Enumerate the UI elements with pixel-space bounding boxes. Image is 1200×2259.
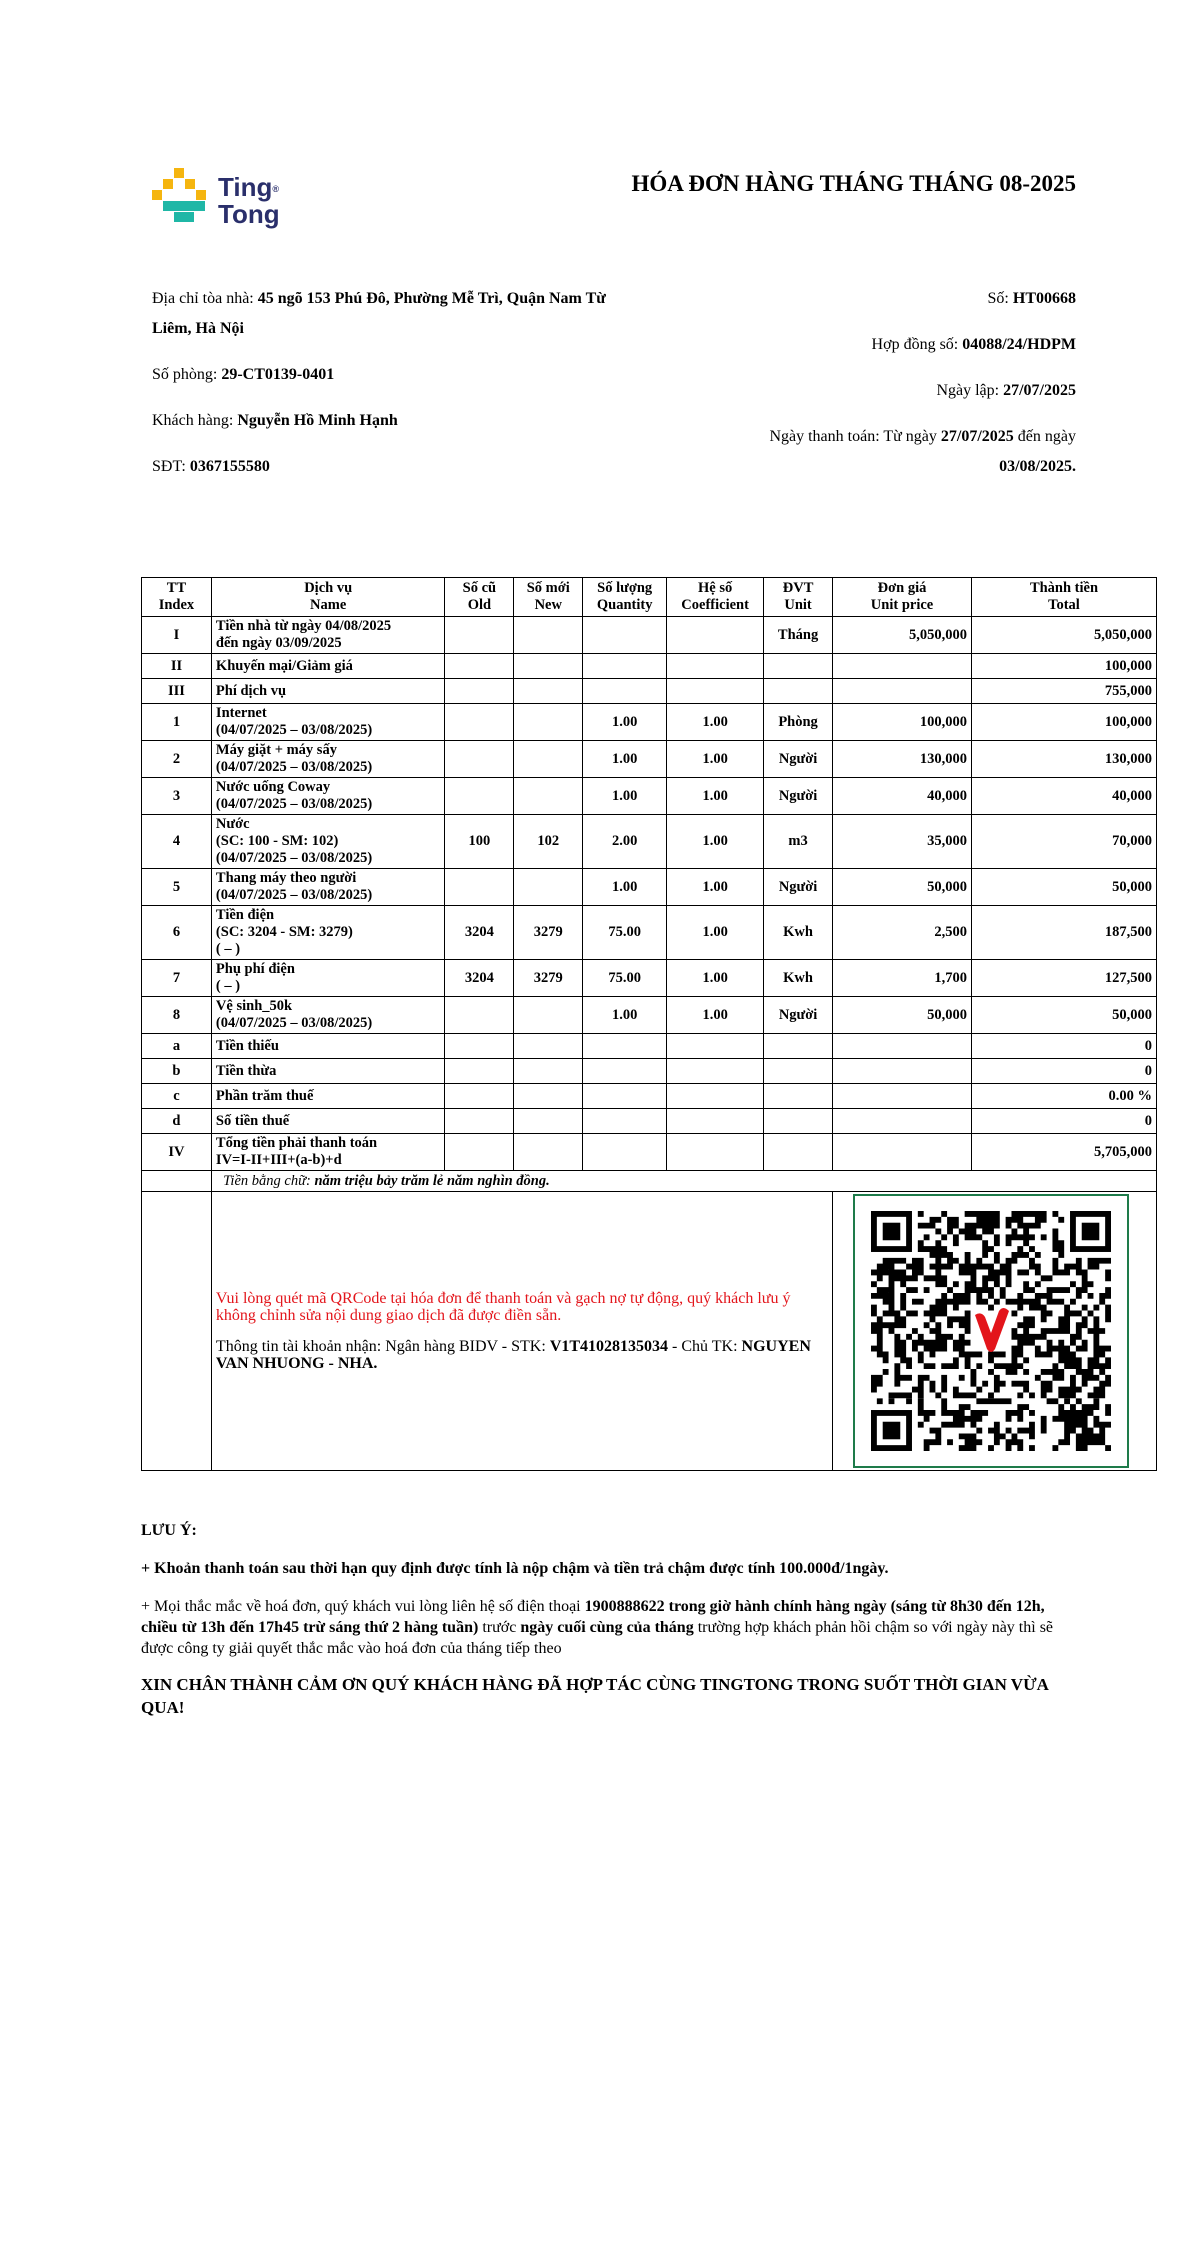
contact-suffix: trường hợp khách phản hồi chậm so với ngày này thì sẽ được công ty giải quyết thắc mắc vào hoá đơn của tháng tiếp theo — [141, 1619, 1054, 1657]
invoice-title: HÓA ĐƠN HÀNG THÁNG THÁNG 08-2025 — [631, 171, 1076, 196]
row-index: 7 — [142, 960, 212, 997]
service-name-line: (04/07/2025 – 03/08/2025) — [215, 850, 373, 866]
row-quantity: 2.00 — [583, 815, 667, 869]
row-total: 0 — [972, 1059, 1157, 1084]
row-unit — [764, 1034, 833, 1059]
invoice-number-label: Số: — [987, 290, 1013, 307]
row-total: 0 — [972, 1034, 1157, 1059]
row-coefficient — [667, 1059, 764, 1084]
room-label: Số phòng: — [152, 366, 222, 383]
thank-you-note: XIN CHÂN THÀNH CẢM ƠN QUÝ KHÁCH HÀNG ĐÃ HỢP TÁC CÙNG TINGTONG TRONG SUỐT THỜI GIAN VỪA QUA! — [141, 1675, 1048, 1717]
words-empty-cell — [142, 1171, 212, 1192]
amount-in-words-row — [142, 1171, 1157, 1192]
table-row — [142, 617, 1157, 654]
contact-mid: trước — [478, 1619, 521, 1636]
qr-finder-pattern — [874, 1214, 909, 1249]
table-body — [142, 617, 1157, 1171]
row-unit-price: 1,700 — [833, 960, 972, 997]
row-index: 6 — [142, 906, 212, 960]
row-unit — [764, 1109, 833, 1134]
row-service-name — [211, 654, 445, 679]
row-total: 127,500 — [972, 960, 1157, 997]
issue-date-value: 27/07/2025 — [1003, 382, 1076, 399]
amount-in-words — [211, 1171, 1156, 1192]
row-coefficient — [667, 654, 764, 679]
customer-value: Nguyễn Hồ Minh Hạnh — [237, 412, 398, 429]
service-name-line: Nước — [215, 816, 250, 832]
invoice-table — [141, 577, 1157, 1471]
row-new-reading — [514, 778, 583, 815]
row-old-reading — [445, 741, 514, 778]
service-name-line: Phần trăm thuế — [215, 1087, 314, 1104]
row-total: 0 — [972, 1109, 1157, 1134]
qr-finder-pattern — [874, 1413, 909, 1448]
payment-qr-code-icon[interactable] — [871, 1211, 1111, 1451]
row-unit: Người — [764, 741, 833, 778]
row-new-reading — [514, 617, 583, 654]
row-coefficient — [667, 1034, 764, 1059]
row-total: 70,000 — [972, 815, 1157, 869]
account-prefix: Thông tin tài khoản nhận: Ngân hàng BIDV - STK: — [215, 1338, 550, 1355]
row-quantity — [583, 1084, 667, 1109]
row-coefficient: 1.00 — [667, 778, 764, 815]
qr-center-logo-icon — [975, 1308, 1009, 1352]
row-coefficient — [667, 1084, 764, 1109]
row-unit-price: 50,000 — [833, 997, 972, 1034]
row-index: 3 — [142, 778, 212, 815]
column-header — [583, 578, 667, 617]
address-label: Địa chỉ tòa nhà: — [152, 290, 258, 307]
customer-info — [152, 284, 642, 482]
logo-mark-icon — [152, 168, 214, 230]
holder-prefix: - Chủ TK: — [668, 1338, 742, 1355]
row-service-name — [211, 997, 445, 1034]
service-name-line: Phí dịch vụ — [215, 682, 287, 699]
row-total: 755,000 — [972, 679, 1157, 704]
column-header-label: Đơn giá — [877, 580, 927, 596]
service-name-line: (04/07/2025 – 03/08/2025) — [215, 887, 373, 903]
service-name-line: (04/07/2025 – 03/08/2025) — [215, 722, 373, 738]
table-row — [142, 778, 1157, 815]
row-service-name — [211, 741, 445, 778]
contract-label: Hợp đồng số: — [871, 336, 963, 353]
issue-date-label: Ngày lập: — [936, 382, 1004, 399]
payment-period-line — [606, 422, 1076, 482]
service-name-line: Tiền thừa — [215, 1062, 277, 1079]
issue-date-line — [606, 376, 1076, 406]
row-unit-price: 40,000 — [833, 778, 972, 815]
service-name-line: Tiền điện — [215, 907, 275, 923]
row-new-reading: 3279 — [514, 906, 583, 960]
logo-line1: Ting — [218, 172, 273, 202]
phone-label: SĐT: — [152, 458, 190, 475]
notes-title: LƯU Ý: — [141, 1522, 197, 1539]
column-header-label: Thành tiền — [1029, 580, 1099, 596]
row-total: 100,000 — [972, 654, 1157, 679]
words-value: năm triệu bảy trăm lẻ năm nghìn đồng. — [314, 1172, 550, 1189]
room-value: 29-CT0139-0401 — [221, 366, 335, 383]
row-total: 187,500 — [972, 906, 1157, 960]
row-quantity: 1.00 — [583, 778, 667, 815]
service-name-line: (04/07/2025 – 03/08/2025) — [215, 759, 373, 775]
room-line — [152, 360, 642, 390]
row-unit: Người — [764, 778, 833, 815]
qr-note: Vui lòng quét mã QRCode tại hóa đơn để thanh toán và gạch nợ tự động, quý khách lưu ý không chỉnh sửa nội dung giao dịch đã được điền sẵn. — [215, 1290, 791, 1324]
row-unit-price — [833, 1034, 972, 1059]
row-service-name — [211, 704, 445, 741]
logo-line2: Tong — [218, 199, 280, 229]
service-name-line: Thang máy theo người — [215, 870, 357, 886]
row-unit-price: 35,000 — [833, 815, 972, 869]
column-header-sublabel: Total — [1048, 597, 1080, 613]
row-unit: m3 — [764, 815, 833, 869]
row-quantity — [583, 679, 667, 704]
column-header — [514, 578, 583, 617]
row-total: 100,000 — [972, 704, 1157, 741]
service-name-line: Nước uống Coway — [215, 779, 331, 795]
row-new-reading: 3279 — [514, 960, 583, 997]
row-quantity — [583, 654, 667, 679]
column-header-label: Số lượng — [597, 580, 653, 596]
address-value: 45 ngõ 153 Phú Đô, Phường Mễ Trì, Quận Nam Từ Liêm, Hà Nội — [152, 290, 606, 337]
table-row — [142, 906, 1157, 960]
row-old-reading — [445, 1084, 514, 1109]
logo-wordmark — [218, 174, 280, 228]
row-coefficient: 1.00 — [667, 815, 764, 869]
row-quantity: 1.00 — [583, 997, 667, 1034]
tingtong-logo — [152, 168, 302, 232]
row-new-reading — [514, 654, 583, 679]
service-name-line: (04/07/2025 – 03/08/2025) — [215, 1015, 373, 1031]
row-quantity: 75.00 — [583, 960, 667, 997]
row-coefficient: 1.00 — [667, 906, 764, 960]
column-header-sublabel: Quantity — [596, 597, 653, 613]
row-unit: Phòng — [764, 704, 833, 741]
customer-label: Khách hàng: — [152, 412, 238, 429]
phone-line — [152, 452, 642, 482]
row-unit: Người — [764, 869, 833, 906]
row-service-name — [211, 1084, 445, 1109]
row-quantity: 1.00 — [583, 704, 667, 741]
row-unit-price: 5,050,000 — [833, 617, 972, 654]
row-new-reading — [514, 1059, 583, 1084]
row-old-reading — [445, 679, 514, 704]
row-unit: Kwh — [764, 906, 833, 960]
row-index: a — [142, 1034, 212, 1059]
contact-hotline: 1900888622 trong giờ hành chính hàng ngày (sáng từ 8h30 đến 12h, chiều từ 13h đến 17h45 trừ sáng thứ 2 hàng tuần) — [141, 1598, 1045, 1636]
service-name-line: (04/07/2025 – 03/08/2025) — [215, 796, 373, 812]
service-name-line: ( – ) — [215, 941, 241, 957]
invoice-meta — [606, 284, 1076, 482]
column-header-label: ĐVT — [782, 580, 814, 596]
column-header-label: Hệ số — [698, 580, 733, 596]
column-header-sublabel: Name — [310, 597, 347, 613]
service-name-line: Tiền nhà từ ngày 04/08/2025 — [215, 618, 392, 634]
late-payment-note: + Khoản thanh toán sau thời hạn quy định được tính là nộp chậm và tiền trả chậm được tính 100.000đ/1ngày. — [141, 1560, 889, 1577]
row-quantity — [583, 617, 667, 654]
column-header-label: Dịch vụ — [304, 580, 353, 596]
row-unit-price — [833, 1109, 972, 1134]
row-service-name — [211, 679, 445, 704]
row-service-name — [211, 1034, 445, 1059]
row-unit — [764, 1134, 833, 1171]
row-unit-price: 100,000 — [833, 704, 972, 741]
row-unit-price: 50,000 — [833, 869, 972, 906]
table-row — [142, 704, 1157, 741]
row-old-reading — [445, 704, 514, 741]
table-row — [142, 869, 1157, 906]
row-service-name — [211, 778, 445, 815]
column-header-sublabel: New — [534, 597, 562, 613]
row-old-reading — [445, 1059, 514, 1084]
table-header-row — [142, 578, 1157, 617]
table-row — [142, 1084, 1157, 1109]
service-name-line: Internet — [215, 705, 267, 721]
row-coefficient — [667, 1109, 764, 1134]
row-total: 40,000 — [972, 778, 1157, 815]
column-header-label: Số cũ — [462, 580, 497, 596]
service-name-line: Số tiền thuế — [215, 1112, 290, 1129]
row-unit-price — [833, 1059, 972, 1084]
contact-deadline: ngày cuối cùng của tháng — [520, 1619, 694, 1636]
row-total: 5,050,000 — [972, 617, 1157, 654]
row-coefficient — [667, 1134, 764, 1171]
table-row — [142, 1059, 1157, 1084]
row-coefficient — [667, 617, 764, 654]
table-footer — [142, 1171, 1157, 1471]
contact-prefix: + Mọi thắc mắc về hoá đơn, quý khách vui lòng liên hệ số điện thoại — [141, 1598, 585, 1615]
row-unit — [764, 679, 833, 704]
bank-account-info — [216, 1338, 828, 1372]
invoice-number-line — [606, 284, 1076, 314]
table-row — [142, 1109, 1157, 1134]
words-label: Tiền bằng chữ: — [223, 1172, 315, 1189]
row-service-name — [211, 617, 445, 654]
payment-to-value: 03/08/2025. — [999, 458, 1076, 475]
column-header — [211, 578, 445, 617]
row-index: c — [142, 1084, 212, 1109]
row-coefficient: 1.00 — [667, 704, 764, 741]
service-name-line: Tổng tiền phải thanh toán — [215, 1135, 378, 1151]
row-new-reading — [514, 1034, 583, 1059]
row-unit — [764, 1059, 833, 1084]
row-index: 8 — [142, 997, 212, 1034]
row-new-reading — [514, 1084, 583, 1109]
service-name-line: Phụ phí điện — [215, 961, 295, 977]
row-new-reading — [514, 997, 583, 1034]
row-service-name — [211, 906, 445, 960]
row-unit-price — [833, 1084, 972, 1109]
service-name-line: Vệ sinh_50k — [215, 998, 293, 1014]
row-index: 5 — [142, 869, 212, 906]
column-header — [972, 578, 1157, 617]
table-row — [142, 960, 1157, 997]
contact-note — [141, 1596, 1071, 1659]
row-quantity — [583, 1134, 667, 1171]
row-new-reading — [514, 679, 583, 704]
row-index: IV — [142, 1134, 212, 1171]
row-new-reading — [514, 704, 583, 741]
row-total: 0.00 % — [972, 1084, 1157, 1109]
table-row — [142, 1134, 1157, 1171]
payment-period-label: Ngày thanh toán: Từ ngày — [769, 428, 941, 445]
row-index: 1 — [142, 704, 212, 741]
row-index: I — [142, 617, 212, 654]
row-old-reading: 3204 — [445, 906, 514, 960]
phone-value: 0367155580 — [189, 458, 270, 475]
table-row — [142, 815, 1157, 869]
row-service-name — [211, 1134, 445, 1171]
service-name-line: (SC: 100 - SM: 102) — [215, 833, 339, 849]
row-unit — [764, 654, 833, 679]
column-header — [142, 578, 212, 617]
service-name-line: Tiền thiếu — [215, 1037, 279, 1054]
service-name-line: Khuyến mại/Giảm giá — [215, 657, 353, 674]
row-unit-price: 2,500 — [833, 906, 972, 960]
service-name-line: ( – ) — [215, 978, 241, 994]
column-header-sublabel: Index — [158, 597, 195, 613]
column-header — [445, 578, 514, 617]
table-row — [142, 679, 1157, 704]
row-coefficient: 1.00 — [667, 960, 764, 997]
row-unit-price: 130,000 — [833, 741, 972, 778]
customer-line — [152, 406, 642, 436]
row-index: 4 — [142, 815, 212, 869]
registered-mark: ® — [272, 184, 280, 194]
service-name-line: đến ngày 03/09/2025 — [215, 635, 342, 651]
row-old-reading — [445, 1109, 514, 1134]
row-old-reading — [445, 654, 514, 679]
row-quantity — [583, 1059, 667, 1084]
service-name-line: IV=I-II+III+(a-b)+d — [215, 1152, 342, 1168]
row-quantity: 1.00 — [583, 869, 667, 906]
row-new-reading — [514, 741, 583, 778]
table-row — [142, 741, 1157, 778]
payment-empty-cell — [142, 1192, 212, 1471]
row-unit: Người — [764, 997, 833, 1034]
account-holder: NGUYEN VAN NHUONG - NHA. — [215, 1338, 811, 1372]
column-header — [833, 578, 972, 617]
row-old-reading — [445, 1134, 514, 1171]
row-new-reading — [514, 1134, 583, 1171]
payment-period-mid: đến ngày — [1013, 428, 1076, 445]
qr-finder-pattern — [1073, 1214, 1108, 1249]
row-coefficient: 1.00 — [667, 869, 764, 906]
row-coefficient: 1.00 — [667, 997, 764, 1034]
table-row — [142, 1034, 1157, 1059]
row-total: 5,705,000 — [972, 1134, 1157, 1171]
row-old-reading — [445, 1034, 514, 1059]
column-header-sublabel: Coefficient — [681, 597, 749, 613]
row-service-name — [211, 960, 445, 997]
row-old-reading: 100 — [445, 815, 514, 869]
row-unit-price — [833, 679, 972, 704]
row-index: b — [142, 1059, 212, 1084]
row-quantity: 1.00 — [583, 741, 667, 778]
row-old-reading — [445, 997, 514, 1034]
account-number: V1T41028135034 — [549, 1338, 669, 1355]
column-header — [764, 578, 833, 617]
row-new-reading — [514, 1109, 583, 1134]
row-index: d — [142, 1109, 212, 1134]
row-old-reading — [445, 778, 514, 815]
row-coefficient — [667, 679, 764, 704]
payment-row — [142, 1192, 1157, 1471]
table-row — [142, 997, 1157, 1034]
invoice-number-value: HT00668 — [1012, 290, 1076, 307]
row-unit: Tháng — [764, 617, 833, 654]
column-header-sublabel: Unit price — [870, 597, 934, 613]
payment-instructions — [211, 1192, 832, 1471]
table-row — [142, 654, 1157, 679]
service-name-line: (SC: 3204 - SM: 3279) — [215, 924, 353, 940]
row-quantity: 75.00 — [583, 906, 667, 960]
row-service-name — [211, 1059, 445, 1084]
row-service-name — [211, 869, 445, 906]
row-quantity — [583, 1109, 667, 1134]
column-header-label: Số mới — [526, 580, 570, 596]
row-unit: Kwh — [764, 960, 833, 997]
row-old-reading: 3204 — [445, 960, 514, 997]
row-quantity — [583, 1034, 667, 1059]
column-header — [667, 578, 764, 617]
row-unit-price — [833, 654, 972, 679]
column-header-sublabel: Unit — [784, 597, 812, 613]
service-name-line: Máy giặt + máy sấy — [215, 742, 337, 758]
contract-line — [606, 330, 1076, 360]
payment-from-value: 27/07/2025 — [940, 428, 1014, 445]
row-coefficient: 1.00 — [667, 741, 764, 778]
notes-section — [141, 1522, 1071, 1719]
qr-cell — [833, 1192, 1157, 1471]
qr-frame — [853, 1194, 1129, 1468]
address-line — [152, 284, 642, 344]
contract-value: 04088/24/HDPM — [962, 336, 1076, 353]
row-total: 50,000 — [972, 997, 1157, 1034]
row-unit-price — [833, 1134, 972, 1171]
row-service-name — [211, 815, 445, 869]
row-index: II — [142, 654, 212, 679]
row-index: 2 — [142, 741, 212, 778]
column-header-sublabel: Old — [467, 597, 492, 613]
row-new-reading — [514, 869, 583, 906]
row-service-name — [211, 1109, 445, 1134]
row-total: 50,000 — [972, 869, 1157, 906]
row-new-reading: 102 — [514, 815, 583, 869]
row-old-reading — [445, 869, 514, 906]
row-unit — [764, 1084, 833, 1109]
column-header-label: TT — [166, 580, 187, 596]
row-total: 130,000 — [972, 741, 1157, 778]
row-old-reading — [445, 617, 514, 654]
row-index: III — [142, 679, 212, 704]
